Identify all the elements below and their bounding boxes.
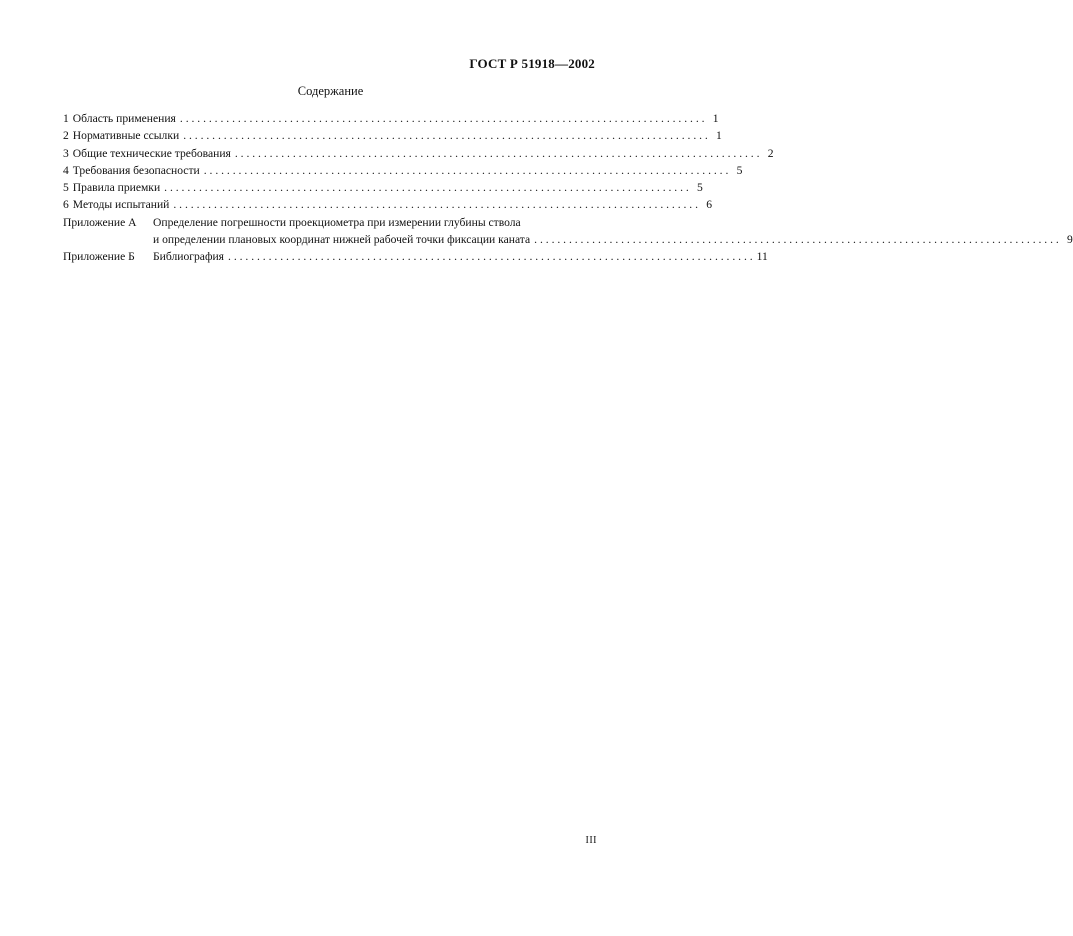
dot-leader <box>204 162 729 179</box>
toc-entry-label <box>63 179 160 196</box>
toc-entry-title: Область применения <box>72 112 176 125</box>
dot-leader <box>534 231 1059 248</box>
toc-entry[interactable] <box>63 127 722 144</box>
dot-leader <box>228 248 753 265</box>
toc-annex-body <box>153 248 768 265</box>
toc-entry-page: 2 <box>767 146 774 160</box>
toc-annex-title-line1: Определение погрешности проекциометра при измерении глубины ствола <box>153 215 521 229</box>
toc-entry-page: 11 <box>756 250 768 264</box>
toc-entry-label <box>63 145 231 162</box>
toc-annex-entry[interactable] <box>63 214 595 231</box>
toc-entry-title: Общие технические требования <box>72 146 231 160</box>
toc-entry-title: Правила приемки <box>72 181 161 195</box>
toc-entry-page: 5 <box>736 163 743 177</box>
toc-entry-label <box>63 127 179 144</box>
toc-entry-page: 1 <box>716 129 722 143</box>
toc-entry-title: Нормативные ссылки <box>72 129 180 143</box>
toc-entry-page: 1 <box>712 112 719 125</box>
toc-entry[interactable] <box>63 110 719 127</box>
toc-entry-number: 2 <box>63 129 69 143</box>
dot-leader <box>173 196 698 213</box>
toc-entry-title: Методы испытаний <box>72 198 170 212</box>
dot-leader <box>164 179 689 196</box>
toc-annex-label: Приложение Б <box>63 250 135 264</box>
toc-title: Содержание <box>297 84 364 98</box>
toc-entry-label <box>63 196 169 213</box>
toc-entry-number: 5 <box>63 181 69 195</box>
toc-entry-title: Требования безопасности <box>72 163 200 177</box>
toc-entry[interactable] <box>63 179 703 196</box>
table-of-contents <box>63 110 1073 266</box>
toc-annex-continuation[interactable] <box>63 231 1073 248</box>
toc-entry[interactable] <box>63 162 743 179</box>
dot-leader <box>180 110 705 127</box>
toc-entry-number: 6 <box>63 198 69 212</box>
toc-entry-page: 6 <box>706 198 712 212</box>
toc-entry-page: 9 <box>1067 233 1073 247</box>
toc-entry-number: 1 <box>63 112 69 125</box>
toc-entry-page: 5 <box>696 181 703 195</box>
standard-designation: ГОСТ Р 51918—2002 <box>469 56 595 71</box>
toc-entry-label <box>63 162 200 179</box>
toc-entry-label <box>63 110 176 127</box>
dot-leader <box>235 145 760 162</box>
toc-entry[interactable] <box>63 145 774 162</box>
toc-entry-number: 3 <box>63 146 69 160</box>
toc-annex-label: Приложение А <box>63 215 137 229</box>
page-number: III <box>585 835 597 846</box>
toc-annex-title-line2: и определении плановых координат нижней рабочей точки фиксации каната <box>153 233 531 247</box>
toc-entry-number: 4 <box>63 163 69 177</box>
toc-entry[interactable] <box>63 196 712 213</box>
dot-leader <box>183 127 708 144</box>
toc-annex-title: Библиография <box>153 250 225 264</box>
toc-annex-entry[interactable] <box>63 248 768 265</box>
